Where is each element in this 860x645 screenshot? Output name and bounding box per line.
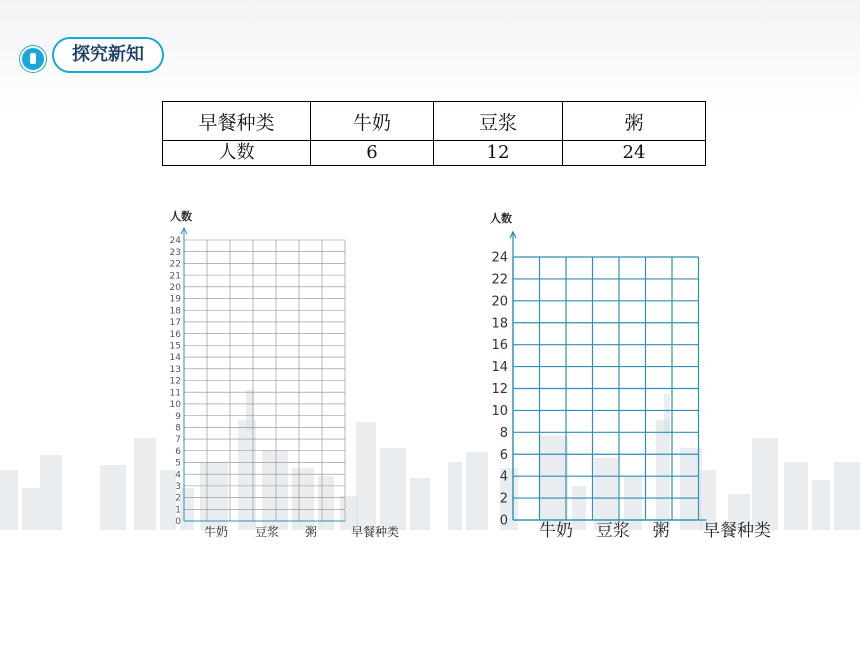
y-tick-label: 20: [169, 282, 181, 293]
x-category-label: 粥: [304, 525, 318, 539]
table-row: [163, 141, 706, 166]
y-tick-label: 2: [175, 493, 181, 504]
bar-chart-blank-large: [480, 200, 790, 550]
y-tick-label: 24: [169, 236, 181, 247]
skyline-building: [134, 438, 156, 530]
x-category-label: 粥: [652, 521, 670, 541]
table-cell: 6: [311, 141, 434, 166]
x-category-label: 牛奶: [539, 521, 573, 541]
y-tick-label: 16: [169, 329, 181, 340]
table-row-label: 人数: [163, 141, 311, 166]
skyline-building: [834, 462, 860, 530]
y-tick-label: 14: [491, 360, 508, 376]
y-tick-label: 14: [169, 353, 181, 364]
y-tick-label: 0: [499, 513, 508, 529]
y-tick-label: 1: [175, 505, 181, 516]
y-tick-label: 24: [491, 250, 508, 266]
y-tick-label: 16: [491, 338, 508, 354]
y-tick-label: 23: [169, 247, 181, 258]
y-tick-label: 20: [491, 294, 508, 310]
table-header-cell: 豆浆: [434, 102, 563, 141]
y-axis-label: 人数: [490, 212, 512, 225]
x-category-label: 豆浆: [596, 521, 630, 541]
section-title: 探究新知: [72, 44, 144, 65]
y-tick-label: 8: [499, 425, 508, 441]
y-tick-label: 12: [491, 382, 508, 398]
y-tick-label: 18: [169, 306, 181, 317]
breakfast-data-table: [162, 101, 706, 166]
y-tick-label: 4: [499, 469, 508, 485]
y-tick-label: 10: [491, 403, 508, 419]
skyline-building: [22, 488, 40, 530]
y-tick-label: 18: [491, 316, 508, 332]
skyline-building: [100, 465, 126, 530]
y-tick-label: 8: [175, 423, 181, 434]
table-header-cell: 早餐种类: [163, 102, 311, 141]
y-tick-label: 3: [175, 482, 181, 493]
y-tick-label: 19: [169, 294, 181, 305]
y-tick-label: 4: [175, 470, 181, 481]
y-tick-label: 21: [169, 271, 181, 282]
section-badge: [52, 37, 164, 73]
y-tick-label: 22: [491, 272, 508, 288]
y-tick-label: 22: [169, 259, 181, 270]
table-cell: 12: [434, 141, 563, 166]
y-tick-label: 9: [175, 411, 181, 422]
y-tick-label: 15: [169, 341, 181, 352]
table-header-cell: 粥: [563, 102, 706, 141]
y-tick-label: 10: [169, 400, 181, 411]
x-category-label: 豆浆: [254, 525, 280, 539]
bar-chart-blank-small: [160, 200, 430, 550]
skyline-building: [0, 470, 18, 530]
table-header-row: [163, 102, 706, 141]
y-tick-label: 6: [175, 446, 181, 457]
table-header-cell: 牛奶: [311, 102, 434, 141]
y-tick-label: 0: [175, 517, 181, 528]
y-axis-label: 人数: [170, 210, 192, 223]
y-tick-label: 13: [169, 364, 181, 375]
bookmark-icon: [20, 46, 46, 72]
y-tick-label: 2: [499, 491, 508, 507]
y-tick-label: 17: [169, 318, 181, 329]
y-tick-label: 12: [169, 376, 181, 387]
x-axis-label: 早餐种类: [350, 525, 400, 539]
skyline-building: [448, 462, 462, 530]
x-category-label: 牛奶: [203, 525, 229, 539]
y-tick-label: 7: [175, 435, 181, 446]
y-tick-label: 5: [175, 458, 181, 469]
y-tick-label: 11: [169, 388, 181, 399]
skyline-building: [40, 455, 62, 530]
table-cell: 24: [563, 141, 706, 166]
x-axis-label: 早餐种类: [703, 521, 771, 541]
skyline-building: [812, 480, 830, 530]
y-tick-label: 6: [499, 447, 508, 463]
